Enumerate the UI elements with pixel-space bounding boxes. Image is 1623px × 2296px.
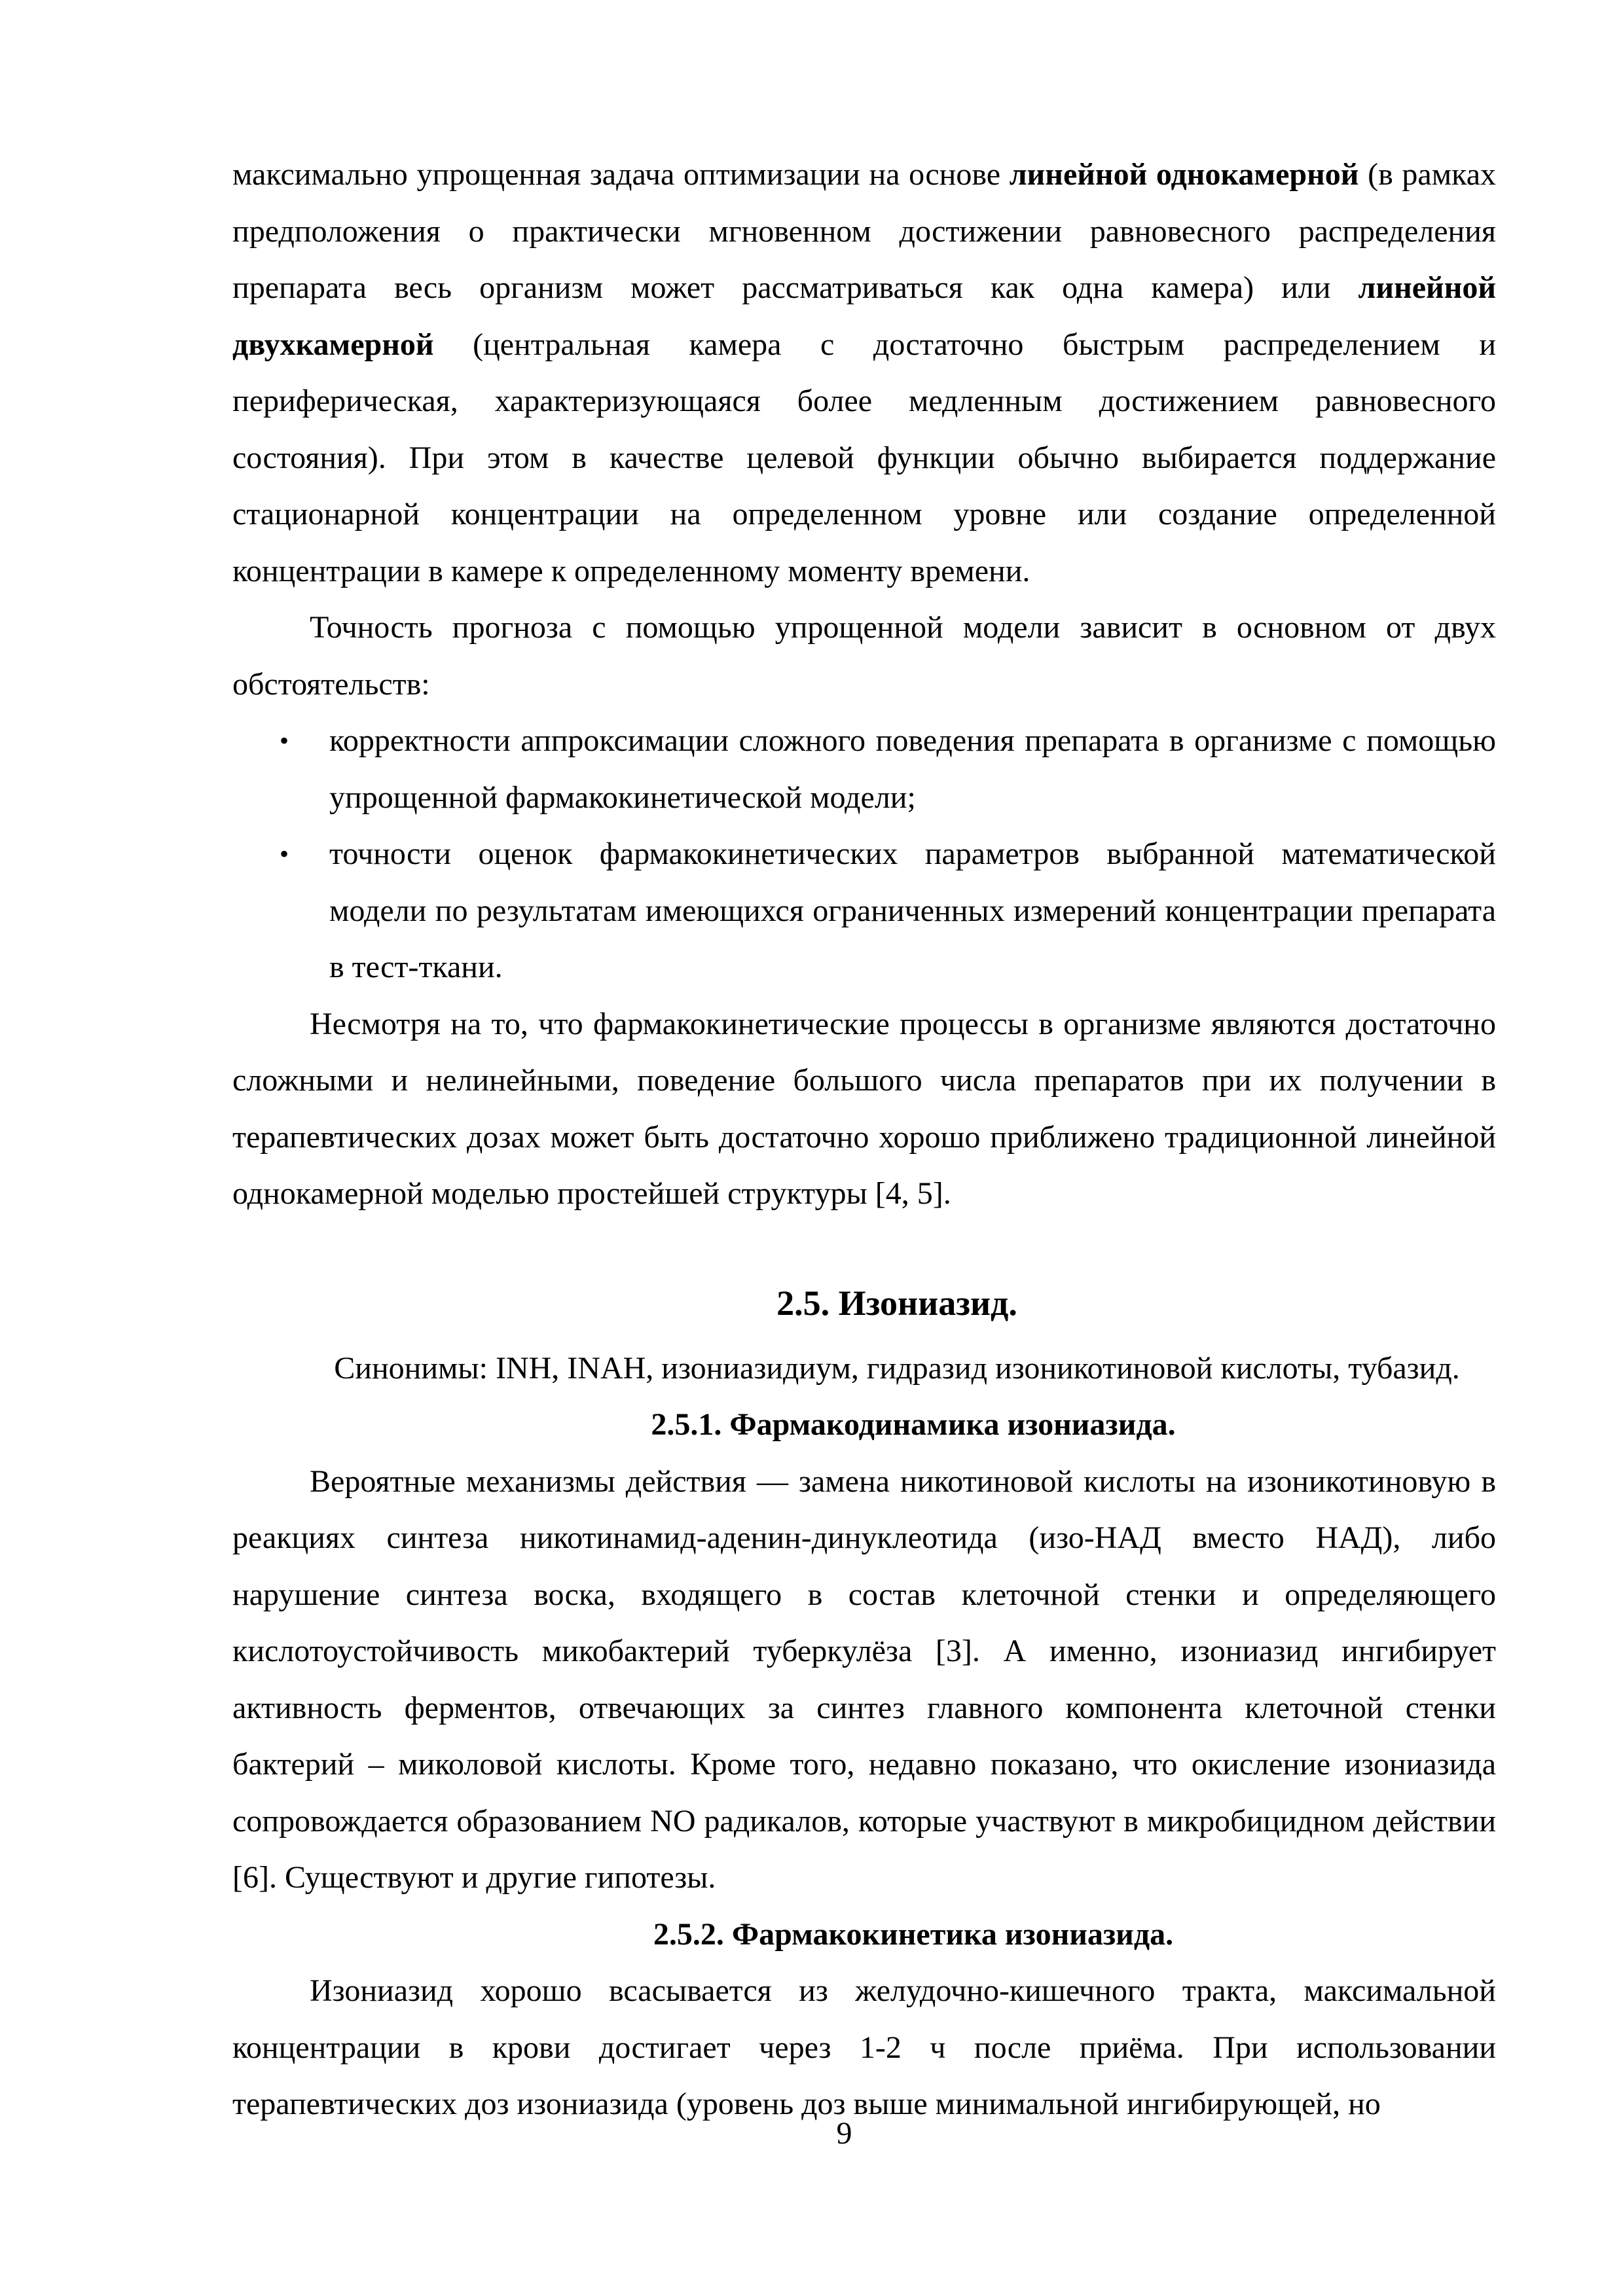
bullet-icon: • xyxy=(280,726,289,755)
page-number: 9 xyxy=(836,2116,852,2151)
page-body xyxy=(232,147,1496,2133)
synonyms-line: Синонимы: INH, INAH, изониазидиум, гидразид изоникотиновой кислоты, тубазид. xyxy=(334,1350,1460,1386)
paragraph-nonlinear-processes: Несмотря на то, что фармакокинетические процессы в организме являются достаточно сложными и нелинейными, поведение большого числа препаратов при их получении в терапевтических дозах может быть достаточно хорошо приближено традиционной линейной однокамерной моделью простейшей структуры [4, 5]. xyxy=(232,1006,1496,1211)
subsection-title-pharmacodynamics: 2.5.1. Фармакодинамика изониазида. xyxy=(651,1407,1176,1442)
list-item xyxy=(232,713,1496,826)
paragraph-forecast-accuracy: Точность прогноза с помощью упрощенной модели зависит в основном от двух обстоятельств: xyxy=(232,610,1496,702)
text-run: (центральная камера с достаточно быстрым распределением и периферическая, характеризующаяся более медленным достижением равновесного состояния). При этом в качестве целевой функции обычно выбирается поддержание стационарной концентрации на определенном уровне или создание определенной концентрации в камере к определенному моменту времени. xyxy=(232,327,1496,588)
paragraph-mechanisms: Вероятные механизмы действия — замена никотиновой кислоты на изоникотиновую в реакциях синтеза никотинамид-аденин-динуклеотида (изо-НАД вместо НАД), либо нарушение синтеза воска, входящего в состав клеточной стенки и определяющего кислотоустойчивость микобактерий туберкулёза [3]. А именно, изониазид ингибирует активность ферментов, отвечающих за синтез главного компонента клеточной стенки бактерий – миколовой кислоты. Кроме того, недавно показано, что окисление изониазида сопровождается образованием NO радикалов, которые участвуют в микробицидном действии [6]. Существуют и другие гипотезы. xyxy=(232,1463,1496,1895)
subsection-title-pharmacokinetics: 2.5.2. Фармакокинетика изониазида. xyxy=(653,1916,1174,1952)
section-title: 2.5. Изониазид. xyxy=(776,1283,1017,1323)
text-run: максимально упрощенная задача оптимизации на основе xyxy=(232,157,1010,192)
list-item xyxy=(232,826,1496,996)
paragraph-absorption: Изониазид хорошо всасывается из желудочно-кишечного тракта, максимальной концентрации в крови достигает через 1-2 ч после приёма. При использовании терапевтических доз изониазида (уровень доз выше минимальной ингибирующей, но xyxy=(232,1973,1496,2121)
bullet-icon: • xyxy=(280,839,289,869)
text-run: (в рамках предположения о практически мгновенном достижении равновесного распределения препарата весь организм может рассматриваться как одна камера) или xyxy=(232,157,1496,305)
paragraph-model-types xyxy=(232,147,1496,600)
bold-term-two-compartment: линейной двухкамерной xyxy=(232,270,1496,362)
list-item-text: точности оценок фармакокинетических параметров выбранной математической модели по результатам имеющихся ограниченных измерений концентрации препарата в тест-ткани. xyxy=(329,836,1496,984)
bold-term-one-compartment: линейной однокамерной xyxy=(1009,157,1359,192)
list-item-text: корректности аппроксимации сложного поведения препарата в организме с помощью упрощенной фармакокинетической модели; xyxy=(329,723,1496,815)
bullet-list xyxy=(232,713,1496,996)
